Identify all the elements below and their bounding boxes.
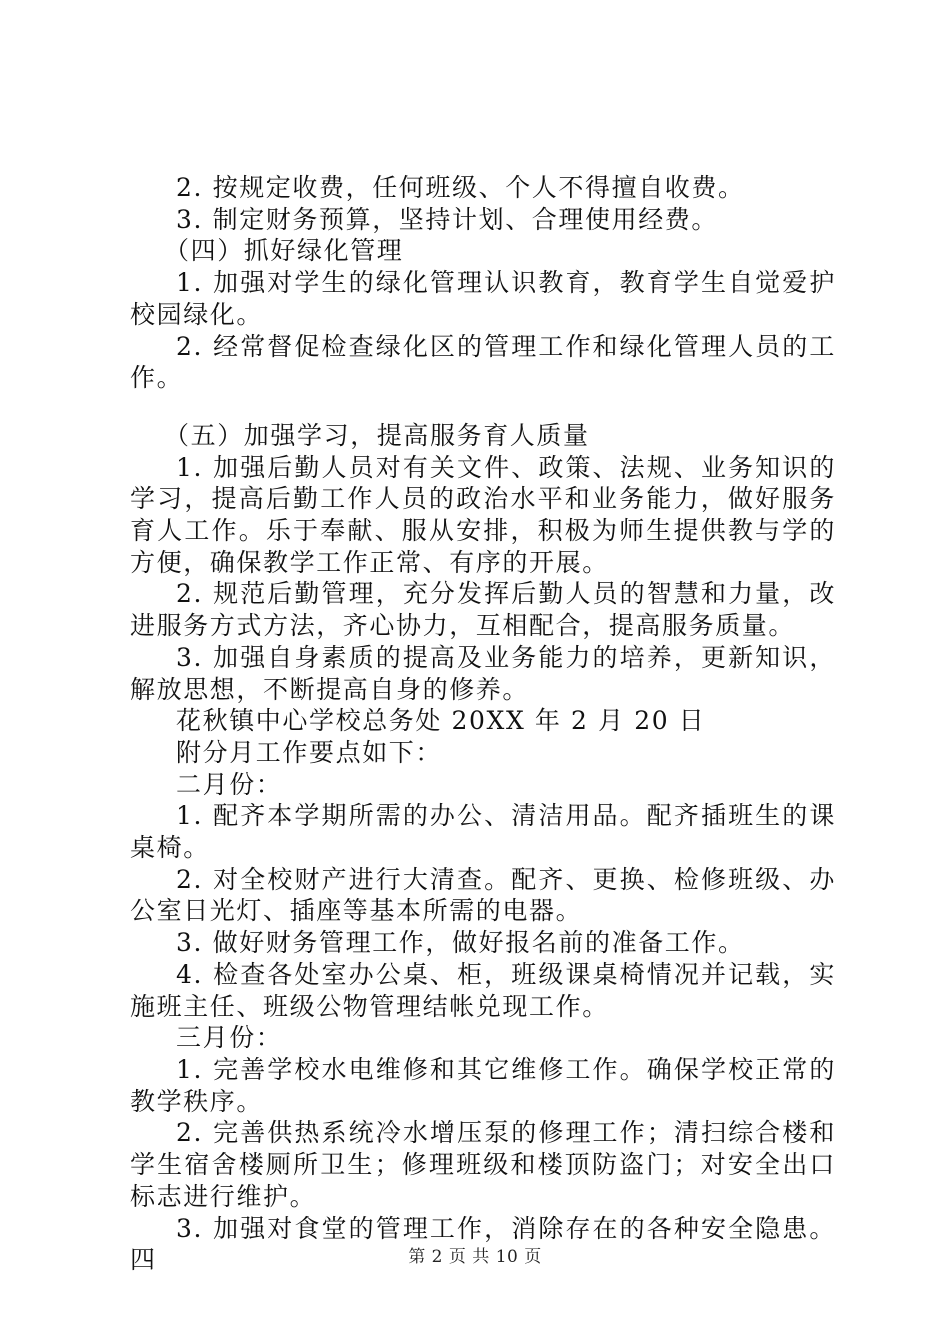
budget-item: 3. 制定财务预算，坚持计划、合理使用经费。 <box>176 204 719 234</box>
learning-item-3: 3. 加强自身素质的提高及业务能力的培养，更新知识，解放思想，不断提高自身的修养。 <box>130 642 836 704</box>
greening-item-2: 2. 经常督促检查绿化区的管理工作和绿化管理人员的工作。 <box>130 331 836 393</box>
march-item-1: 1. 完善学校水电维修和其它维修工作。确保学校正常的教学秩序。 <box>130 1054 836 1116</box>
february-item-1: 1. 配齐本学期所需的办公、清洁用品。配齐插班生的课桌椅。 <box>130 801 836 863</box>
february-item-2: 2. 对全校财产进行大清查。配齐、更换、检修班级、办公室日光灯、插座等基本所需的电器。 <box>130 864 836 926</box>
month-heading-march: 三月份： <box>176 1023 283 1053</box>
fee-rule-item: 2. 按规定收费，任何班级、个人不得擅自收费。 <box>176 173 745 202</box>
greening-item-1: 1. 加强对学生的绿化管理认识教育，教育学生自觉爱护校园绿化。 <box>130 268 836 329</box>
document-body <box>130 172 836 1276</box>
february-item-3: 3. 做好财务管理工作，做好报名前的准备工作。 <box>176 928 745 958</box>
signature-date: 花秋镇中心学校总务处 20XX 年 2 月 20 日 <box>176 706 706 736</box>
section-heading-learning: （五）加强学习，提高服务育人质量 <box>164 420 590 450</box>
section-heading-greening: （四）抓好绿化管理 <box>164 236 404 266</box>
paragraph-gap <box>130 394 836 420</box>
month-heading-february: 二月份： <box>176 769 283 799</box>
monthly-points-intro: 附分月工作要点如下： <box>176 737 443 767</box>
march-item-3: 3. 加强对食堂的管理工作，消除存在的各种安全隐患。四 <box>130 1213 836 1275</box>
page-footer: 第 2 页 共 10 页 <box>408 1247 542 1267</box>
february-item-4: 4. 检查各处室办公桌、柜，班级课桌椅情况并记载，实施班主任、班级公物管理结帐兑现工作。 <box>130 959 836 1021</box>
learning-item-1: 1. 加强后勤人员对有关文件、政策、法规、业务知识的学习，提高后勤工作人员的政治水平和业务能力，做好服务育人工作。乐于奉献、服从安排，积极为师生提供教与学的方便，确保教学工作正常、有序的开展。 <box>130 452 836 577</box>
march-item-2: 2. 完善供热系统冷水增压泵的修理工作；清扫综合楼和学生宿舍楼厕所卫生；修理班级和楼顶防盗门；对安全出口标志进行维护。 <box>130 1118 836 1211</box>
learning-item-2: 2. 规范后勤管理，充分发挥后勤人员的智慧和力量，改进服务方式方法，齐心协力，互相配合，提高服务质量。 <box>130 579 836 641</box>
